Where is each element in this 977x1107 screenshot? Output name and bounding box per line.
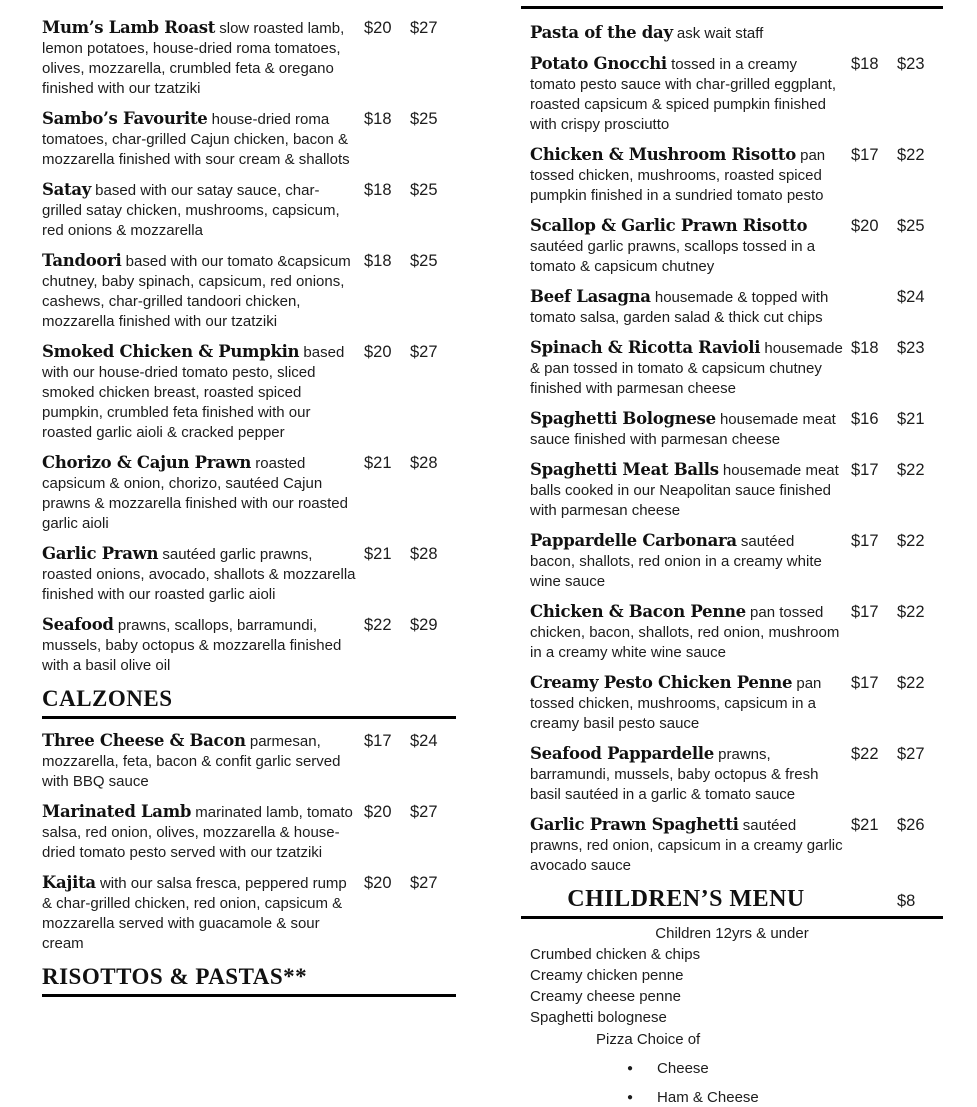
item-text: Pasta of the day ask wait staff xyxy=(530,23,764,42)
item-price-2: $29 xyxy=(410,616,438,634)
item-price-1: $20 xyxy=(364,343,392,361)
item-price-2: $27 xyxy=(410,19,438,37)
left-column xyxy=(42,18,456,1009)
menu-item xyxy=(42,615,456,676)
bullet-icon: ● xyxy=(627,1063,634,1074)
menu-item xyxy=(42,180,456,241)
item-text: Potato Gnocchi tossed in a creamy tomato pesto sauce with char-grilled eggplant, roasted capsicum & spiced pumpkin finished with crispy prosciutto xyxy=(530,54,837,133)
item-text: Spaghetti Bolognese housemade meat sauce finished with parmesan cheese xyxy=(530,409,836,448)
menu-item xyxy=(521,815,943,876)
childrens-menu-item: Crumbed chicken & chips xyxy=(530,946,701,963)
pizza-option xyxy=(627,1059,943,1078)
item-price-1: $22 xyxy=(364,616,392,634)
item-text: Pappardelle Carbonara sautéed bacon, shallots, red onion in a creamy white wine sauce xyxy=(530,531,822,590)
item-price-2: $22 xyxy=(897,461,925,479)
childrens-menu-body xyxy=(521,919,943,1107)
menu-item xyxy=(521,460,943,521)
item-text: Smoked Chicken & Pumpkin based with our house-dried tomato pesto, sliced smoked chicken breast, roasted spiced pumpkin, crumbled feta finished with our roasted garlic aioli & cracked pepper xyxy=(42,342,345,441)
pizza-option-label: Cheese xyxy=(657,1060,709,1077)
menu-item xyxy=(521,287,943,328)
item-name: Smoked Chicken & Pumpkin xyxy=(42,342,300,361)
item-price-1: $18 xyxy=(364,110,392,128)
item-price-1: $17 xyxy=(851,146,879,164)
item-text: Spinach & Ricotta Ravioli housemade & pan tossed in tomato & capsicum chutney finished with parmesan cheese xyxy=(530,338,843,397)
menu-item xyxy=(521,531,943,592)
item-text: Three Cheese & Bacon parmesan, mozzarella, feta, bacon & confit garlic served with BBQ sauce xyxy=(42,731,341,790)
item-price-2: $22 xyxy=(897,532,925,550)
item-name: Kajita xyxy=(42,873,96,892)
item-price-2: $25 xyxy=(410,252,438,270)
menu-item xyxy=(42,251,456,332)
item-price-2: $25 xyxy=(897,217,925,235)
item-name: Spaghetti Bolognese xyxy=(530,409,716,428)
item-price-1: $18 xyxy=(851,55,879,73)
item-name: Seafood Pappardelle xyxy=(530,744,714,763)
item-name: Spaghetti Meat Balls xyxy=(530,460,719,479)
item-price-2: $27 xyxy=(410,803,438,821)
menu-item xyxy=(42,18,456,99)
item-text: Chicken & Bacon Penne pan tossed chicken, bacon, shallots, red onion, mushroom in a creamy white wine sauce xyxy=(530,602,840,661)
childrens-menu-item: Creamy chicken penne xyxy=(530,967,684,984)
item-price-1: $22 xyxy=(851,745,879,763)
item-price-2: $28 xyxy=(410,545,438,563)
item-price-1: $20 xyxy=(851,217,879,235)
item-price-2: $22 xyxy=(897,674,925,692)
menu-item xyxy=(42,453,456,534)
item-text: Seafood prawns, scallops, barramundi, mussels, baby octopus & mozzarella finished with a basil olive oil xyxy=(42,615,342,674)
item-name: Spinach & Ricotta Ravioli xyxy=(530,338,761,357)
item-price-1: $17 xyxy=(851,532,879,550)
item-name: Beef Lasagna xyxy=(530,287,651,306)
item-price-1: $17 xyxy=(851,674,879,692)
item-name: Mum’s Lamb Roast xyxy=(42,18,216,37)
menu-item xyxy=(42,873,456,954)
item-text: Mum’s Lamb Roast slow roasted lamb, lemon potatoes, house-dried roma tomatoes, olives, mozzarella, crumbled feta & oregano finished with our tzatziki xyxy=(42,18,345,97)
item-text: Marinated Lamb marinated lamb, tomato salsa, red onion, olives, mozzarella & house-dried tomato pesto served with our tzatziki xyxy=(42,802,353,861)
item-name: Sambo’s Favourite xyxy=(42,109,208,128)
item-name: Creamy Pesto Chicken Penne xyxy=(530,673,793,692)
item-price-1: $17 xyxy=(851,461,879,479)
bullet-icon: ● xyxy=(627,1092,634,1103)
item-price-1: $18 xyxy=(364,181,392,199)
item-price-1: $20 xyxy=(364,874,392,892)
item-price-1: $16 xyxy=(851,410,879,428)
item-text: Beef Lasagna housemade & topped with tomato salsa, garden salad & thick cut chips xyxy=(530,287,829,326)
right-items xyxy=(521,23,943,876)
item-price-2: $28 xyxy=(410,454,438,472)
childrens-menu-price: $8 xyxy=(897,892,916,910)
childrens-items xyxy=(521,945,943,1027)
menu-item xyxy=(42,802,456,863)
item-price-2: $22 xyxy=(897,146,925,164)
item-name: Three Cheese & Bacon xyxy=(42,731,246,750)
section-heading: CALZONES xyxy=(42,686,456,719)
item-price-2: $23 xyxy=(897,339,925,357)
menu-item xyxy=(521,23,943,44)
childrens-age-note: Children 12yrs & under xyxy=(655,925,809,942)
item-name: Chicken & Bacon Penne xyxy=(530,602,746,621)
item-name: Garlic Prawn Spaghetti xyxy=(530,815,739,834)
item-name: Pasta of the day xyxy=(530,23,673,42)
item-name: Satay xyxy=(42,180,92,199)
menu-item xyxy=(521,602,943,663)
item-price-1: $17 xyxy=(851,603,879,621)
item-price-1: $20 xyxy=(364,803,392,821)
item-price-2: $25 xyxy=(410,181,438,199)
childrens-menu-item: Creamy cheese penne xyxy=(530,988,681,1005)
item-text: Scallop & Garlic Prawn Risotto sautéed garlic prawns, scallops tossed in a tomato & capsicum chutney xyxy=(530,216,816,275)
pizza-option-label: Ham & Cheese xyxy=(657,1089,759,1106)
item-price-1: $17 xyxy=(364,732,392,750)
item-price-1: $18 xyxy=(851,339,879,357)
item-text: Sambo’s Favourite house-dried roma tomatoes, char-grilled Cajun chicken, bacon & mozzarella finished with sour cream & shallots xyxy=(42,109,350,168)
item-text: Tandoori based with our tomato &capsicum chutney, baby spinach, capsicum, red onions, cashews, char-grilled tandoori chicken, mozzarella finished with our tzatziki xyxy=(42,251,351,330)
item-price-2: $24 xyxy=(410,732,438,750)
menu-item xyxy=(42,544,456,605)
item-name: Garlic Prawn xyxy=(42,544,159,563)
item-price-2: $27 xyxy=(410,874,438,892)
right-column xyxy=(521,6,943,1107)
item-price-2: $27 xyxy=(897,745,925,763)
item-price-1: $21 xyxy=(851,816,879,834)
item-name: Potato Gnocchi xyxy=(530,54,667,73)
item-text: Garlic Prawn Spaghetti sautéed prawns, red onion, capsicum in a creamy garlic avocado sauce xyxy=(530,815,843,874)
pizza-options xyxy=(521,1059,943,1107)
item-text: Satay based with our satay sauce, char-grilled satay chicken, mushrooms, capsicum, red onions & mozzarella xyxy=(42,180,340,239)
item-price-1: $21 xyxy=(364,454,392,472)
item-price-2: $23 xyxy=(897,55,925,73)
item-name: Seafood xyxy=(42,615,114,634)
item-price-2: $22 xyxy=(897,603,925,621)
item-price-1: $21 xyxy=(364,545,392,563)
item-text: Seafood Pappardelle prawns, barramundi, mussels, baby octopus & fresh basil sautéed in a garlic & tomato sauce xyxy=(530,744,819,803)
item-name: Scallop & Garlic Prawn Risotto xyxy=(530,216,808,235)
menu-item xyxy=(521,216,943,277)
item-price-2: $26 xyxy=(897,816,925,834)
item-name: Chicken & Mushroom Risotto xyxy=(530,145,796,164)
pizza-option xyxy=(627,1088,943,1107)
item-text: Spaghetti Meat Balls housemade meat balls cooked in our Neapolitan sauce finished with parmesan cheese xyxy=(530,460,839,519)
item-price-1: $18 xyxy=(364,252,392,270)
menu-item xyxy=(521,338,943,399)
item-price-2: $27 xyxy=(410,343,438,361)
menu-item xyxy=(521,744,943,805)
menu-item xyxy=(42,342,456,443)
menu-item xyxy=(521,409,943,450)
item-name: Chorizo & Cajun Prawn xyxy=(42,453,252,472)
item-name: Pappardelle Carbonara xyxy=(530,531,737,550)
menu-item xyxy=(521,673,943,734)
childrens-menu-item: Spaghetti bolognese xyxy=(530,1009,667,1026)
item-text: Chicken & Mushroom Risotto pan tossed chicken, mushrooms, roasted spiced pumpkin finished in a sundried tomato pesto xyxy=(530,145,826,204)
childrens-menu-heading-row xyxy=(521,886,943,919)
item-text: Creamy Pesto Chicken Penne pan tossed chicken, mushrooms, capsicum in a creamy basil pesto sauce xyxy=(530,673,822,732)
childrens-menu-section xyxy=(521,886,943,1107)
menu-item xyxy=(521,145,943,206)
childrens-menu-heading: CHILDREN’S MENU xyxy=(567,886,805,912)
item-text: Kajita with our salsa fresca, peppered rump & char-grilled chicken, red onion, capsicum & mozzarella served with guacamole & sour cream xyxy=(42,873,347,952)
menu-item xyxy=(521,54,943,135)
right-column-top-rule xyxy=(521,6,943,9)
item-price-2: $21 xyxy=(897,410,925,428)
item-text: Chorizo & Cajun Prawn roasted capsicum & onion, chorizo, sautéed Cajun prawns & mozzarella finished with our roasted garlic aioli xyxy=(42,453,348,532)
section-heading: RISOTTOS & PASTAS** xyxy=(42,964,456,997)
menu-item xyxy=(42,731,456,792)
item-name: Tandoori xyxy=(42,251,122,270)
item-name: Marinated Lamb xyxy=(42,802,192,821)
pizza-choice-label: Pizza Choice of xyxy=(596,1031,701,1048)
menu-item xyxy=(42,109,456,170)
item-price-2: $25 xyxy=(410,110,438,128)
item-text: Garlic Prawn sautéed garlic prawns, roasted onions, avocado, shallots & mozzarella finished with our roasted garlic aioli xyxy=(42,544,356,603)
item-price-1: $20 xyxy=(364,19,392,37)
item-price-2: $24 xyxy=(897,288,925,306)
